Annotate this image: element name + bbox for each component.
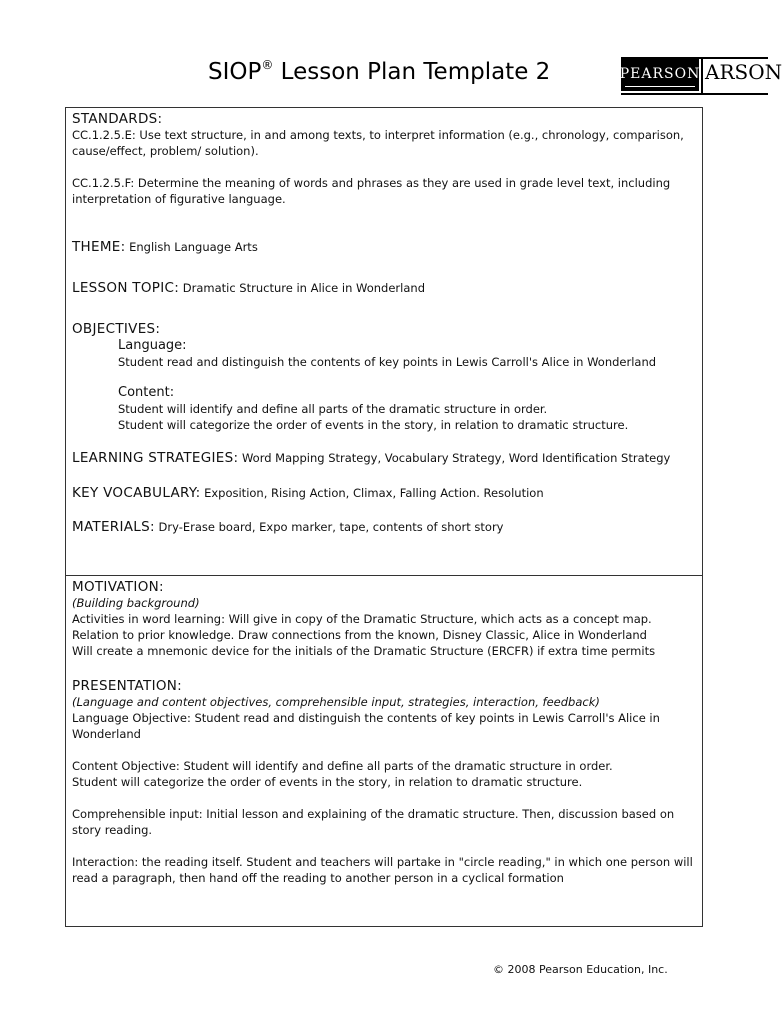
- key-vocabulary-row: [72, 485, 696, 501]
- objectives-heading: OBJECTIVES:: [72, 321, 161, 337]
- pearson-logo: [619, 57, 782, 97]
- logo-divider: [701, 57, 703, 95]
- objectives-body: [72, 337, 696, 433]
- presentation-comprehensible-input: Comprehensible input: Initial lesson and explaining of the dramatic structure. Then, discussion based on story reading.: [72, 807, 675, 837]
- content-label: Content:: [118, 385, 175, 400]
- logo-bottom-rule: [621, 93, 768, 95]
- language-label: Language:: [118, 338, 187, 353]
- key-vocabulary-value: Exposition, Rising Action, Climax, Falling Action. Resolution: [200, 486, 544, 500]
- learning-strategies-label: LEARNING STRATEGIES:: [72, 450, 239, 466]
- motivation-subtitle: (Building background): [72, 596, 200, 610]
- title-rest: Lesson Plan Template 2: [273, 59, 551, 85]
- registered-mark: ®: [261, 58, 274, 72]
- logo-top-rule: [699, 57, 768, 59]
- materials-row: [72, 519, 696, 535]
- lesson-topic-row: [72, 280, 696, 296]
- standards-heading: STANDARDS:: [72, 111, 163, 127]
- learning-strategies-row: [72, 450, 696, 466]
- standard-1: CC.1.2.5.E: Use text structure, in and among texts, to interpret information (e.g., chronology, comparison, cause/effect, problem/ solution).: [72, 128, 684, 158]
- motivation-line-3: Will create a mnemonic device for the initials of the Dramatic Structure (ERCFR) if extra time permits: [72, 644, 656, 658]
- lesson-topic-label: LESSON TOPIC:: [72, 280, 180, 296]
- materials-label: MATERIALS:: [72, 519, 155, 535]
- title-main: SIOP: [208, 59, 262, 85]
- standard-2: CC.1.2.5.F: Determine the meaning of words and phrases as they are used in grade level text, including interpretation of figurative language.: [72, 176, 671, 206]
- logo-partial-text: ARSON: [705, 60, 782, 84]
- motivation-line-2: Relation to prior knowledge. Draw connections from the known, Disney Classic, Alice in Wonderland: [72, 628, 647, 642]
- lesson-plan-box-top: [65, 107, 703, 576]
- copyright-footer: © 2008 Pearson Education, Inc.: [493, 963, 668, 976]
- logo-black-box: PEARSON: [621, 57, 699, 91]
- key-vocabulary-label: KEY VOCABULARY:: [72, 485, 201, 501]
- lesson-topic-value: Dramatic Structure in Alice in Wonderland: [179, 281, 425, 295]
- presentation-interaction: Interaction: the reading itself. Student and teachers will partake in "circle reading," in which one person will read a paragraph, then hand off the reading to another person in a cyclical formation: [72, 855, 693, 885]
- presentation-subtitle: (Language and content objectives, comprehensible input, strategies, interaction, feedback): [72, 695, 600, 709]
- materials-value: Dry-Erase board, Expo marker, tape, contents of short story: [154, 520, 504, 534]
- lesson-plan-box-bottom: [65, 576, 703, 927]
- theme-label: THEME:: [72, 239, 126, 255]
- presentation-content-objective: Content Objective: Student will identify and define all parts of the dramatic structure in order.: [72, 759, 613, 773]
- language-objective: Student read and distinguish the contents of key points in Lewis Carroll's Alice in Wonderland: [118, 355, 657, 369]
- content-objective-1: Student will identify and define all parts of the dramatic structure in order.: [118, 402, 548, 416]
- presentation-language-objective: Language Objective: Student read and distinguish the contents of key points in Lewis Carroll's Alice in Wonderland: [72, 711, 660, 741]
- motivation-heading: MOTIVATION:: [72, 579, 164, 595]
- motivation-line-1: Activities in word learning: Will give in copy of the Dramatic Structure, which acts as a concept map.: [72, 612, 652, 626]
- content-objective-2: Student will categorize the order of events in the story, in relation to dramatic structure.: [118, 418, 629, 432]
- page-title: [208, 58, 550, 85]
- theme-value: English Language Arts: [125, 240, 258, 254]
- theme-row: [72, 239, 696, 255]
- learning-strategies-value: Word Mapping Strategy, Vocabulary Strategy, Word Identification Strategy: [238, 451, 671, 465]
- presentation-heading: PRESENTATION:: [72, 678, 183, 694]
- presentation-content-objective-2: Student will categorize the order of events in the story, in relation to dramatic structure.: [72, 775, 583, 789]
